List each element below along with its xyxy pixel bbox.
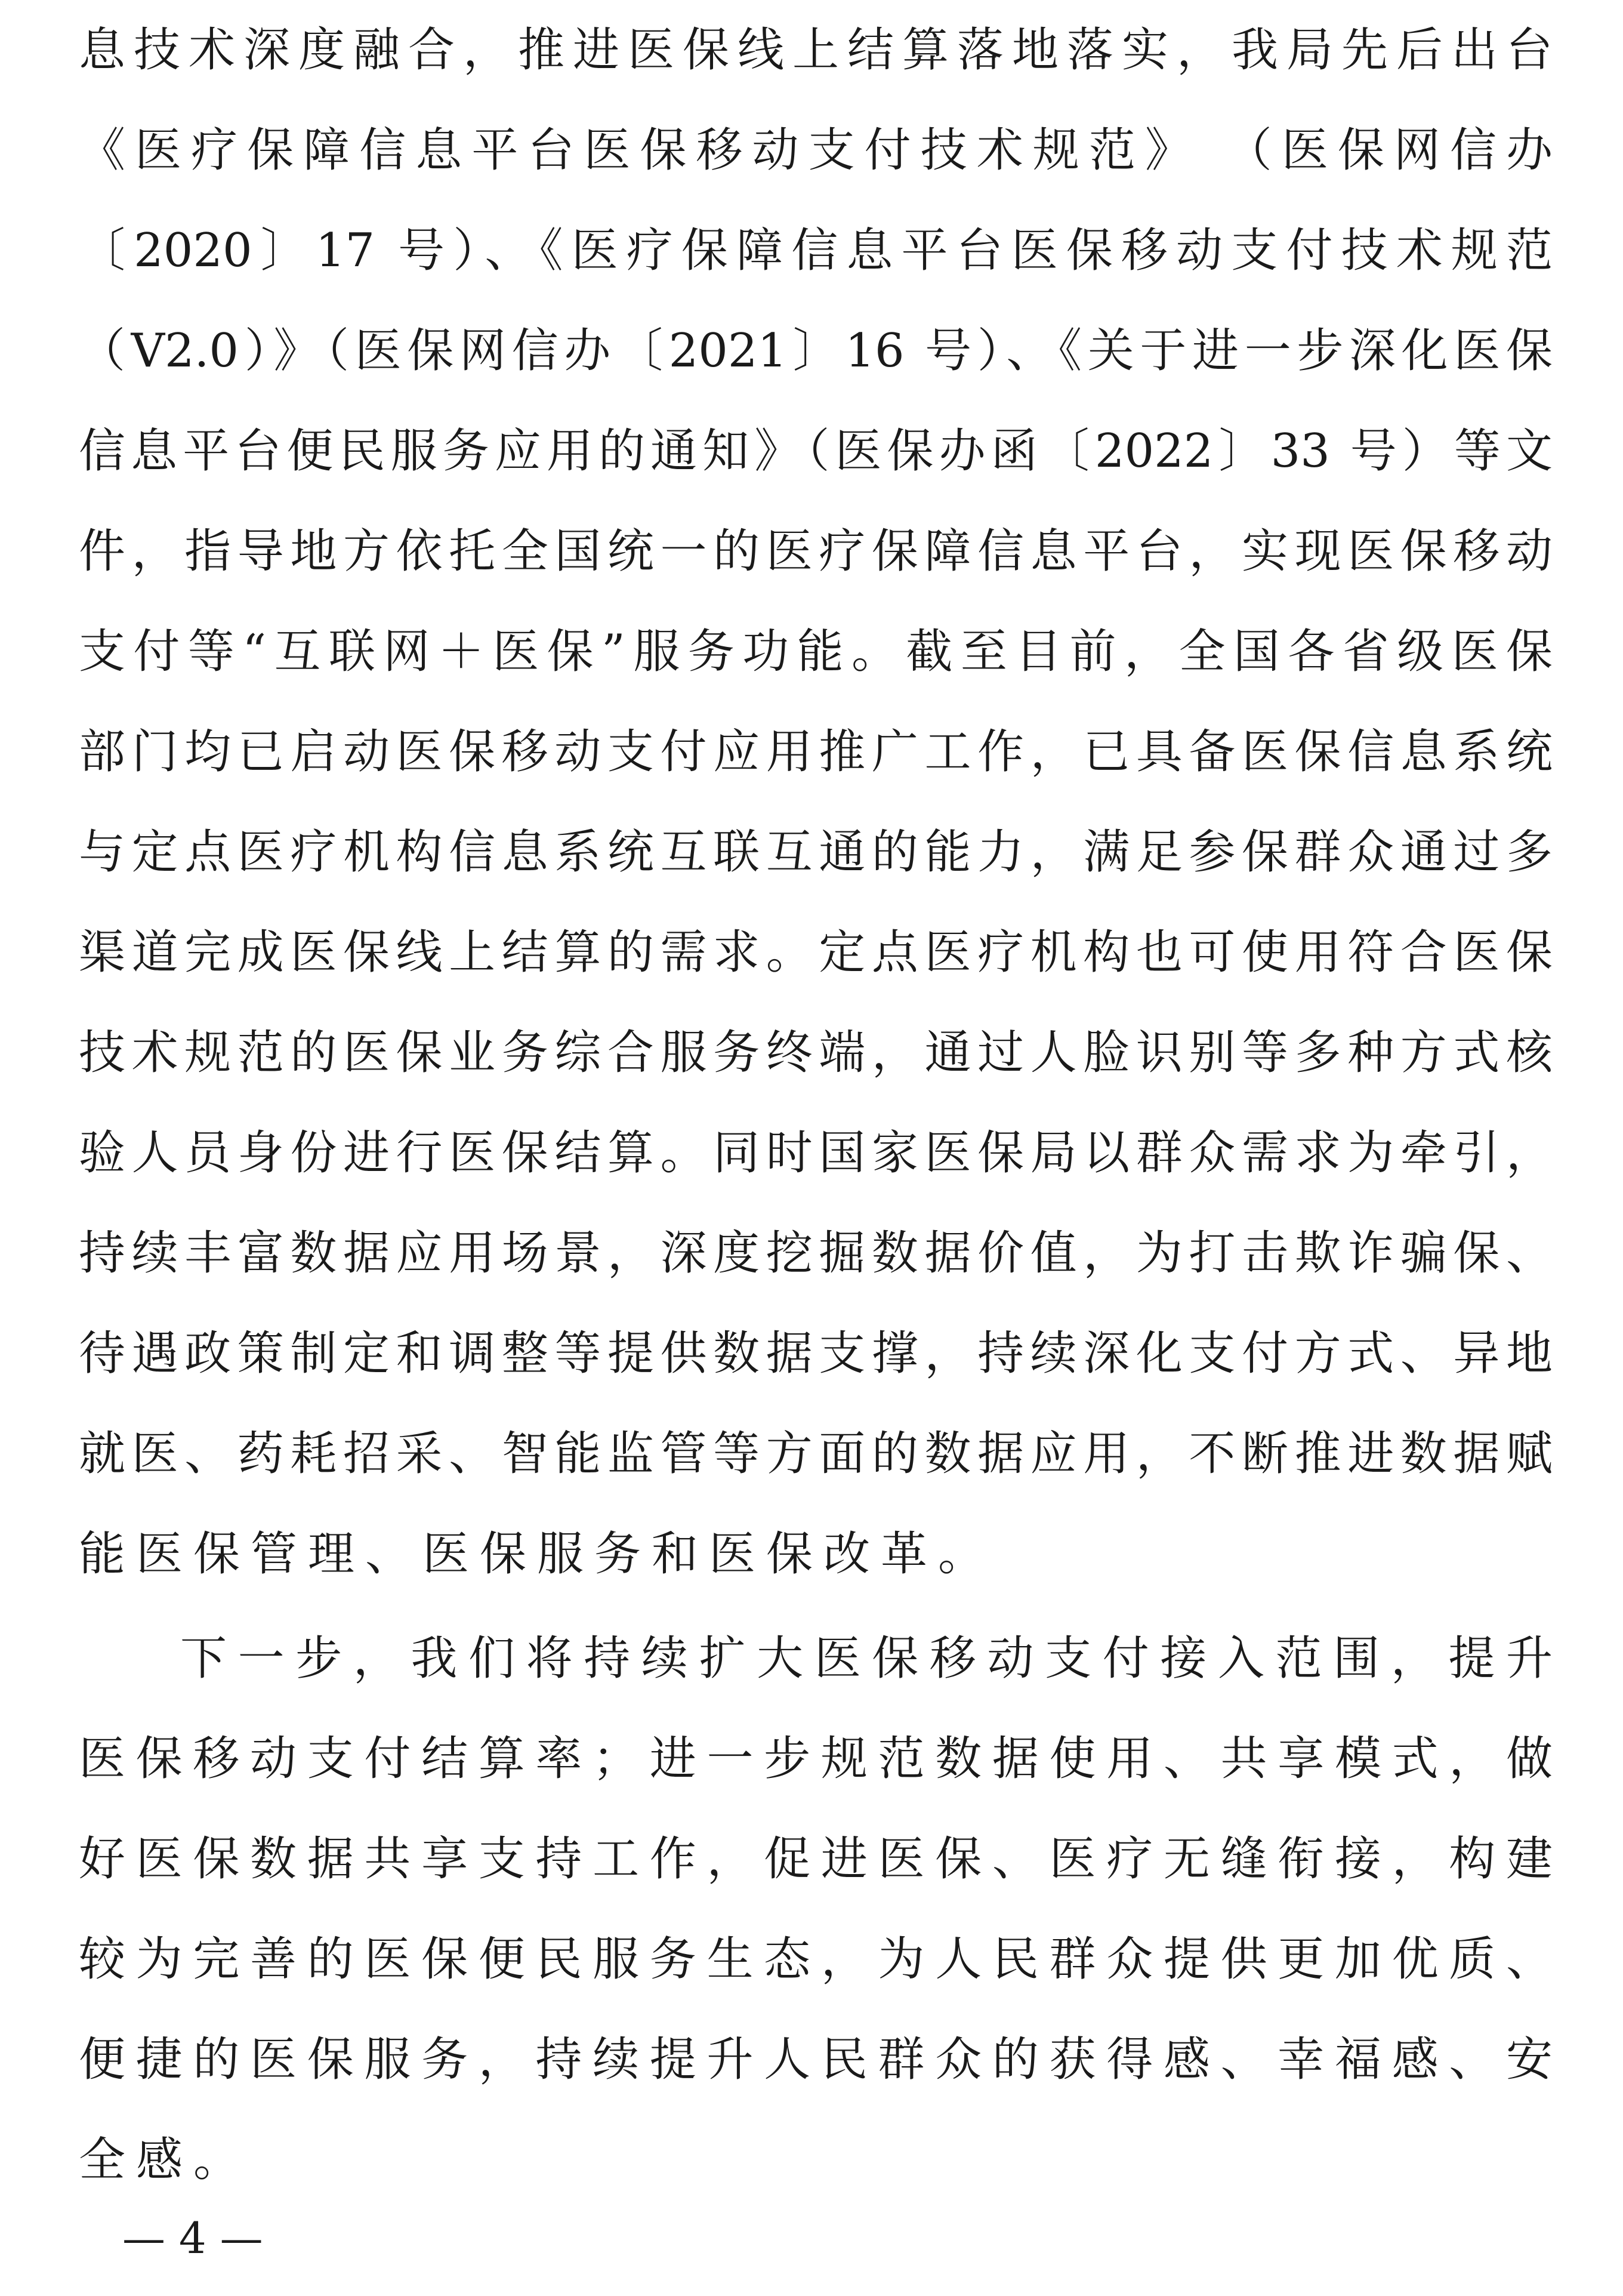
paragraph-line: 较为完善的医保便民服务生态，为人民群众提供更加优质、 bbox=[79, 1933, 1553, 1986]
paragraph-line: 支付等“互联网＋医保”服务功能。截至目前，全国各省级医保 bbox=[79, 625, 1553, 679]
paragraph-line: 能医保管理、医保服务和医保改革。 bbox=[79, 1527, 996, 1581]
paragraph-line: 〔2020〕17 号）、《医疗保障信息平台医保移动支付技术规范 bbox=[79, 224, 1553, 278]
paragraph-line: 部门均已启动医保移动支付应用推广工作，已具备医保信息系统 bbox=[79, 725, 1553, 779]
paragraph-line: 《医疗保障信息平台医保移动支付技术规范》 （医保网信办 bbox=[79, 124, 1553, 177]
paragraph-line: 技术规范的医保业务综合服务终端，通过人脸识别等多种方式核 bbox=[79, 1026, 1553, 1080]
paragraph-line: 持续丰富数据应用场景，深度挖掘数据价值，为打击欺诈骗保、 bbox=[79, 1226, 1553, 1280]
paragraph-line: 渠道完成医保线上结算的需求。定点医疗机构也可使用符合医保 bbox=[79, 926, 1553, 979]
paragraph-line: 待遇政策制定和调整等提供数据支撑，持续深化支付方式、异地 bbox=[79, 1327, 1553, 1380]
paragraph-line: 就医、药耗招采、智能监管等方面的数据应用，不断推进数据赋 bbox=[79, 1427, 1553, 1481]
paragraph-line: 便捷的医保服务，持续提升人民群众的获得感、幸福感、安 bbox=[79, 2033, 1553, 2087]
paragraph-line: 与定点医疗机构信息系统互联互通的能力，满足参保群众通过多 bbox=[79, 825, 1553, 879]
paragraph-line: 验人员身份进行医保结算。同时国家医保局以群众需求为牵引， bbox=[79, 1126, 1553, 1180]
paragraph-line: 好医保数据共享支持工作，促进医保、医疗无缝衔接，构建 bbox=[79, 1832, 1553, 1886]
paragraph-line: 件，指导地方依托全国统一的医疗保障信息平台，实现医保移动 bbox=[79, 525, 1553, 578]
paragraph-line: 下一步，我们将持续扩大医保移动支付接入范围，提升 bbox=[180, 1632, 1553, 1685]
paragraph-line: 全感。 bbox=[79, 2133, 251, 2187]
paragraph-line: 息技术深度融合，推进医保线上结算落地落实，我局先后出台 bbox=[79, 23, 1553, 77]
paragraph-line: 医保移动支付结算率；进一步规范数据使用、共享模式，做 bbox=[79, 1732, 1553, 1786]
page-number: — 4 — bbox=[122, 2213, 263, 2263]
paragraph-line: 信息平台便民服务应用的通知》（医保办函〔2022〕33 号）等文 bbox=[79, 424, 1553, 478]
paragraph-line: （V2.0）》（医保网信办〔2021〕16 号）、《关于进一步深化医保 bbox=[79, 324, 1553, 378]
